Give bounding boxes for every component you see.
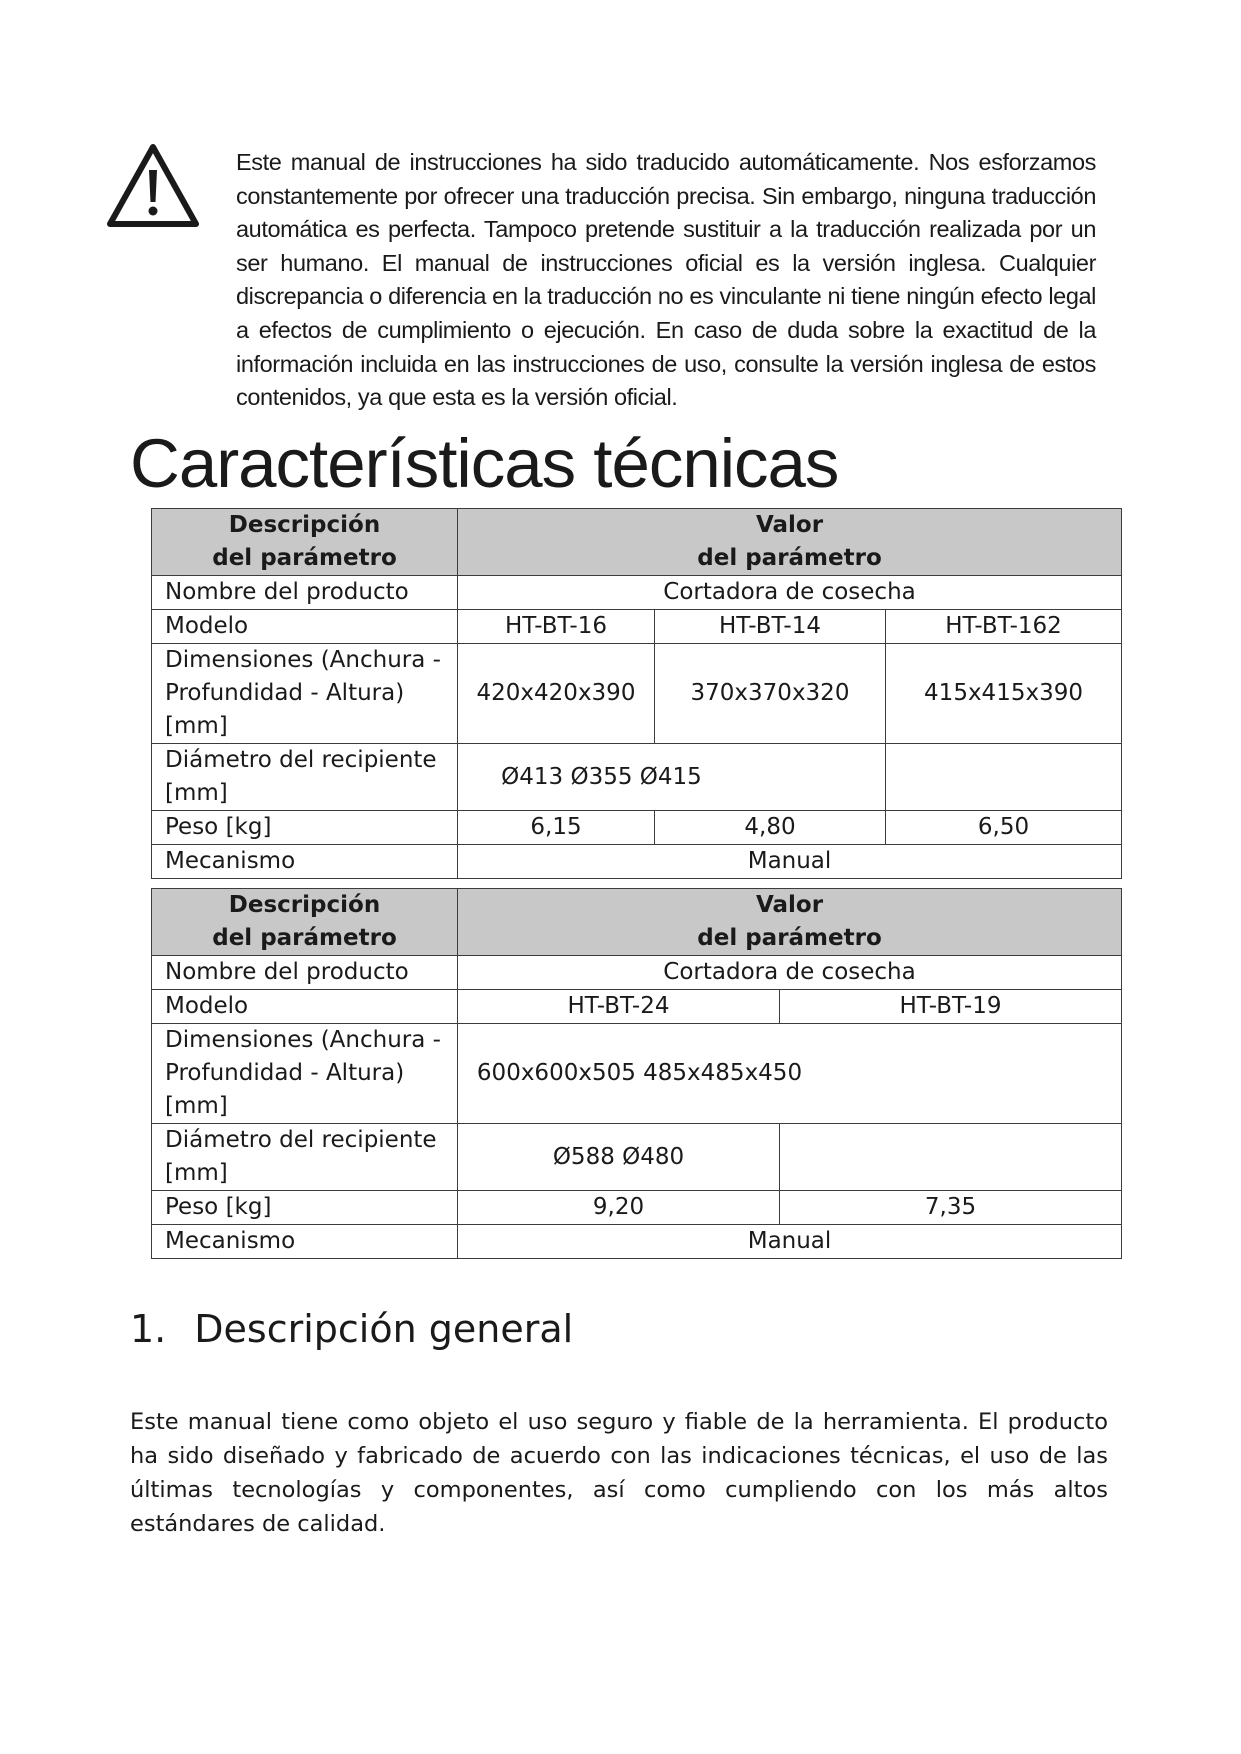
spec-table-2 — [151, 888, 1122, 1259]
mechanism-value: Manual — [458, 1225, 1122, 1259]
diameter-value: Ø588 Ø480 — [458, 1124, 780, 1191]
mechanism-label: Mecanismo — [152, 1225, 458, 1259]
header-value-line1: Valor — [755, 892, 824, 918]
header-param-cell — [152, 889, 458, 956]
table-header-row — [152, 889, 1122, 956]
header-value-cell — [458, 509, 1122, 576]
dimensions-value: 370x370x320 — [655, 644, 886, 744]
model-value: HT-BT-16 — [458, 610, 655, 644]
weight-label: Peso [kg] — [152, 811, 458, 845]
table-row-mechanism — [152, 1225, 1122, 1259]
weight-value: 7,35 — [780, 1191, 1122, 1225]
table-row-model — [152, 990, 1122, 1024]
product-label: Nombre del producto — [152, 956, 458, 990]
page-title: Características técnicas — [130, 425, 839, 502]
diameter-empty-cell — [780, 1124, 1122, 1191]
dimensions-label — [152, 1024, 458, 1124]
weight-label: Peso [kg] — [152, 1191, 458, 1225]
table-row-model — [152, 610, 1122, 644]
diameter-label-line2: [mm] — [165, 1160, 228, 1186]
weight-value: 4,80 — [655, 811, 886, 845]
header-param-line1: Descripción — [228, 892, 381, 918]
diameter-empty-cell — [886, 744, 1122, 811]
product-label: Nombre del producto — [152, 576, 458, 610]
section-body: Este manual tiene como objeto el uso seguro y fiable de la herramienta. El producto ha sido diseñado y fabricado de acuerdo con las indicaciones técnicas, el uso de las últimas tecnologías y componentes, así como cumpliendo con los más altos estándares de calidad. — [130, 1409, 1108, 1537]
header-param-line1: Descripción — [228, 512, 381, 538]
weight-value: 9,20 — [458, 1191, 780, 1225]
product-value: Cortadora de cosecha — [458, 956, 1122, 990]
header-param-line2: del parámetro — [212, 925, 397, 951]
dimensions-value: 420x420x390 — [458, 644, 655, 744]
dimensions-value: 600x600x505 485x485x450 — [458, 1024, 1122, 1124]
dimensions-value: 415x415x390 — [886, 644, 1122, 744]
table-row-mechanism — [152, 845, 1122, 879]
dimensions-label-line3: [mm] — [165, 713, 228, 739]
dimensions-label — [152, 644, 458, 744]
header-param-line2: del parámetro — [212, 545, 397, 571]
table-row-product — [152, 956, 1122, 990]
header-value-line2: del parámetro — [697, 545, 882, 571]
table-header-row — [152, 509, 1122, 576]
dimensions-label-line1: Dimensiones (Anchura - — [165, 647, 441, 673]
table-row-dimensions — [152, 644, 1122, 744]
product-value: Cortadora de cosecha — [458, 576, 1122, 610]
header-value-cell — [458, 889, 1122, 956]
mechanism-value: Manual — [458, 845, 1122, 879]
model-value: HT-BT-162 — [886, 610, 1122, 644]
header-value-line1: Valor — [755, 512, 824, 538]
table-row-diameter — [152, 744, 1122, 811]
mechanism-label: Mecanismo — [152, 845, 458, 879]
table-row-weight — [152, 811, 1122, 845]
table-row-diameter — [152, 1124, 1122, 1191]
dimensions-label-line1: Dimensiones (Anchura - — [165, 1027, 441, 1053]
dimensions-label-line2: Profundidad - Altura) — [165, 680, 405, 706]
diameter-label — [152, 1124, 458, 1191]
model-label: Modelo — [152, 990, 458, 1024]
model-value: HT-BT-14 — [655, 610, 886, 644]
table-row-product — [152, 576, 1122, 610]
dimensions-label-line3: [mm] — [165, 1093, 228, 1119]
table-row-weight — [152, 1191, 1122, 1225]
section-heading — [130, 1305, 573, 1353]
weight-value: 6,15 — [458, 811, 655, 845]
dimensions-label-line2: Profundidad - Altura) — [165, 1060, 405, 1086]
section-title: Descripción general — [194, 1307, 574, 1351]
diameter-label-line1: Diámetro del recipiente — [165, 1127, 437, 1153]
weight-value: 6,50 — [886, 811, 1122, 845]
diameter-label — [152, 744, 458, 811]
warning-triangle-icon — [105, 142, 201, 230]
diameter-value: Ø413 Ø355 Ø415 — [458, 744, 886, 811]
header-value-line2: del parámetro — [697, 925, 882, 951]
header-param-cell — [152, 509, 458, 576]
diameter-label-line1: Diámetro del recipiente — [165, 747, 437, 773]
model-value: HT-BT-24 — [458, 990, 780, 1024]
model-value: HT-BT-19 — [780, 990, 1122, 1024]
translation-disclaimer: Este manual de instrucciones ha sido traducido automáticamente. Nos esforzamos constantemente por ofrecer una traducción precisa. Sin embargo, ninguna traducción automática es perfecta. Tampoco pretende sustituir a la traducción realizada por un ser humano. El manual de instrucciones oficial es la versión inglesa. Cualquier discrepancia o diferencia en la traducción no es vinculante ni tiene ningún efecto legal a efectos de cumplimiento o ejecución. En caso de duda sobre la exactitud de la información incluida en las instrucciones de uso, consulte la versión inglesa de estos contenidos, ya que esta es la versión oficial. — [236, 149, 1096, 411]
spec-table-1 — [151, 508, 1122, 879]
model-label: Modelo — [152, 610, 458, 644]
diameter-label-line2: [mm] — [165, 780, 228, 806]
table-row-dimensions — [152, 1024, 1122, 1124]
section-number: 1. — [130, 1307, 167, 1351]
